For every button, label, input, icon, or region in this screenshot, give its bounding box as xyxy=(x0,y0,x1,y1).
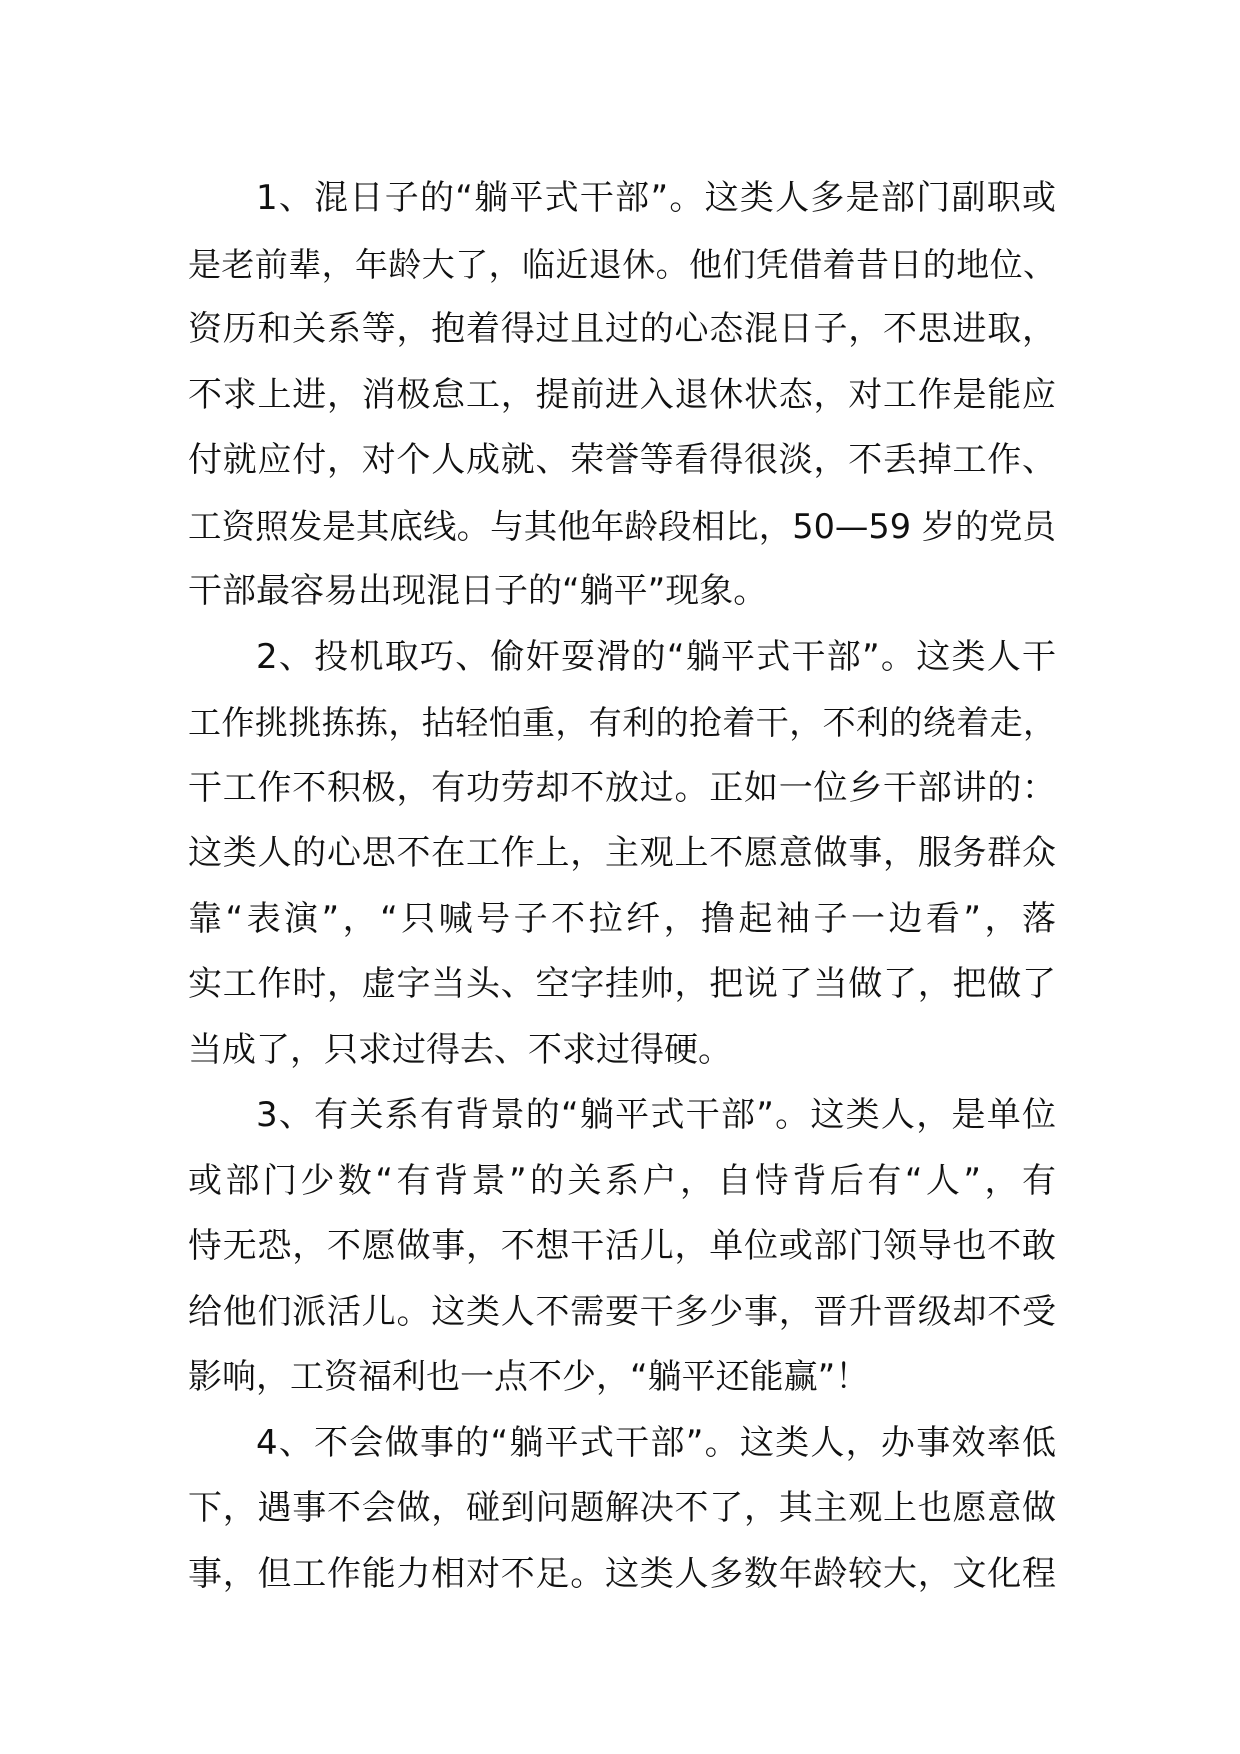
text-line: 1、混日子的“躺平式干部”。这类人多是部门副职或 xyxy=(256,178,1056,218)
text-line: 实工作时，虚字当头、空字挂帅，把说了当做了，把做了 xyxy=(188,964,1056,1004)
text-line: 资历和关系等，抱着得过且过的心态混日子，不思进取， xyxy=(188,309,1056,349)
text-line: 或部门少数“有背景”的关系户，自恃背后有“人”，有 xyxy=(188,1160,1056,1201)
text-line: 付就应付，对个人成就、荣誉等看得很淡，不丢掉工作、 xyxy=(188,440,1056,480)
text-line: 给他们派活儿。这类人不需要干多少事，晋升晋级却不受 xyxy=(188,1291,1056,1332)
text-line: 事，但工作能力相对不足。这类人多数年龄较大，文化程 xyxy=(188,1553,1056,1594)
text-line: 干部最容易出现混日子的“躺平”现象。 xyxy=(188,571,768,611)
paragraph-1 xyxy=(188,166,1056,625)
text-line: 4、不会做事的“躺平式干部”。这类人，办事效率低 xyxy=(256,1422,1056,1463)
text-line: 工资照发是其底线。与其他年龄段相比，50—59 岁的党员 xyxy=(188,506,1056,546)
text-line: 这类人的心思不在工作上，主观上不愿意做事，服务群众 xyxy=(188,833,1056,873)
text-line: 下，遇事不会做，碰到问题解决不了，其主观上也愿意做 xyxy=(188,1488,1056,1528)
text-line: 影响，工资福利也一点不少，“躺平还能赢”！ xyxy=(188,1357,870,1397)
text-line: 工作挑挑拣拣，拈轻怕重，有利的抢着干，不利的绕着走， xyxy=(188,703,1056,742)
text-line: 当成了，只求过得去、不求过得硬。 xyxy=(188,1029,732,1070)
paragraph-2 xyxy=(188,625,1056,1084)
text-line: 2、投机取巧、偷奸耍滑的“躺平式干部”。这类人干 xyxy=(256,636,1056,677)
text-line: 3、有关系有背景的“躺平式干部”。这类人，是单位 xyxy=(256,1095,1056,1135)
paragraph-4 xyxy=(188,1411,1056,1608)
text-line: 靠“表演”，“只喊号子不拉纤，撸起袖子一边看”，落 xyxy=(188,898,1056,939)
document-body xyxy=(188,166,1056,1607)
paragraph-3 xyxy=(188,1083,1056,1411)
text-line: 干工作不积极，有功劳却不放过。正如一位乡干部讲的： xyxy=(188,767,1056,808)
text-line: 是老前辈，年龄大了，临近退休。他们凭借着昔日的地位、 xyxy=(188,244,1056,284)
text-line: 不求上进，消极怠工，提前进入退休状态，对工作是能应 xyxy=(188,374,1056,415)
text-line: 恃无恐，不愿做事，不想干活儿，单位或部门领导也不敢 xyxy=(188,1226,1056,1266)
